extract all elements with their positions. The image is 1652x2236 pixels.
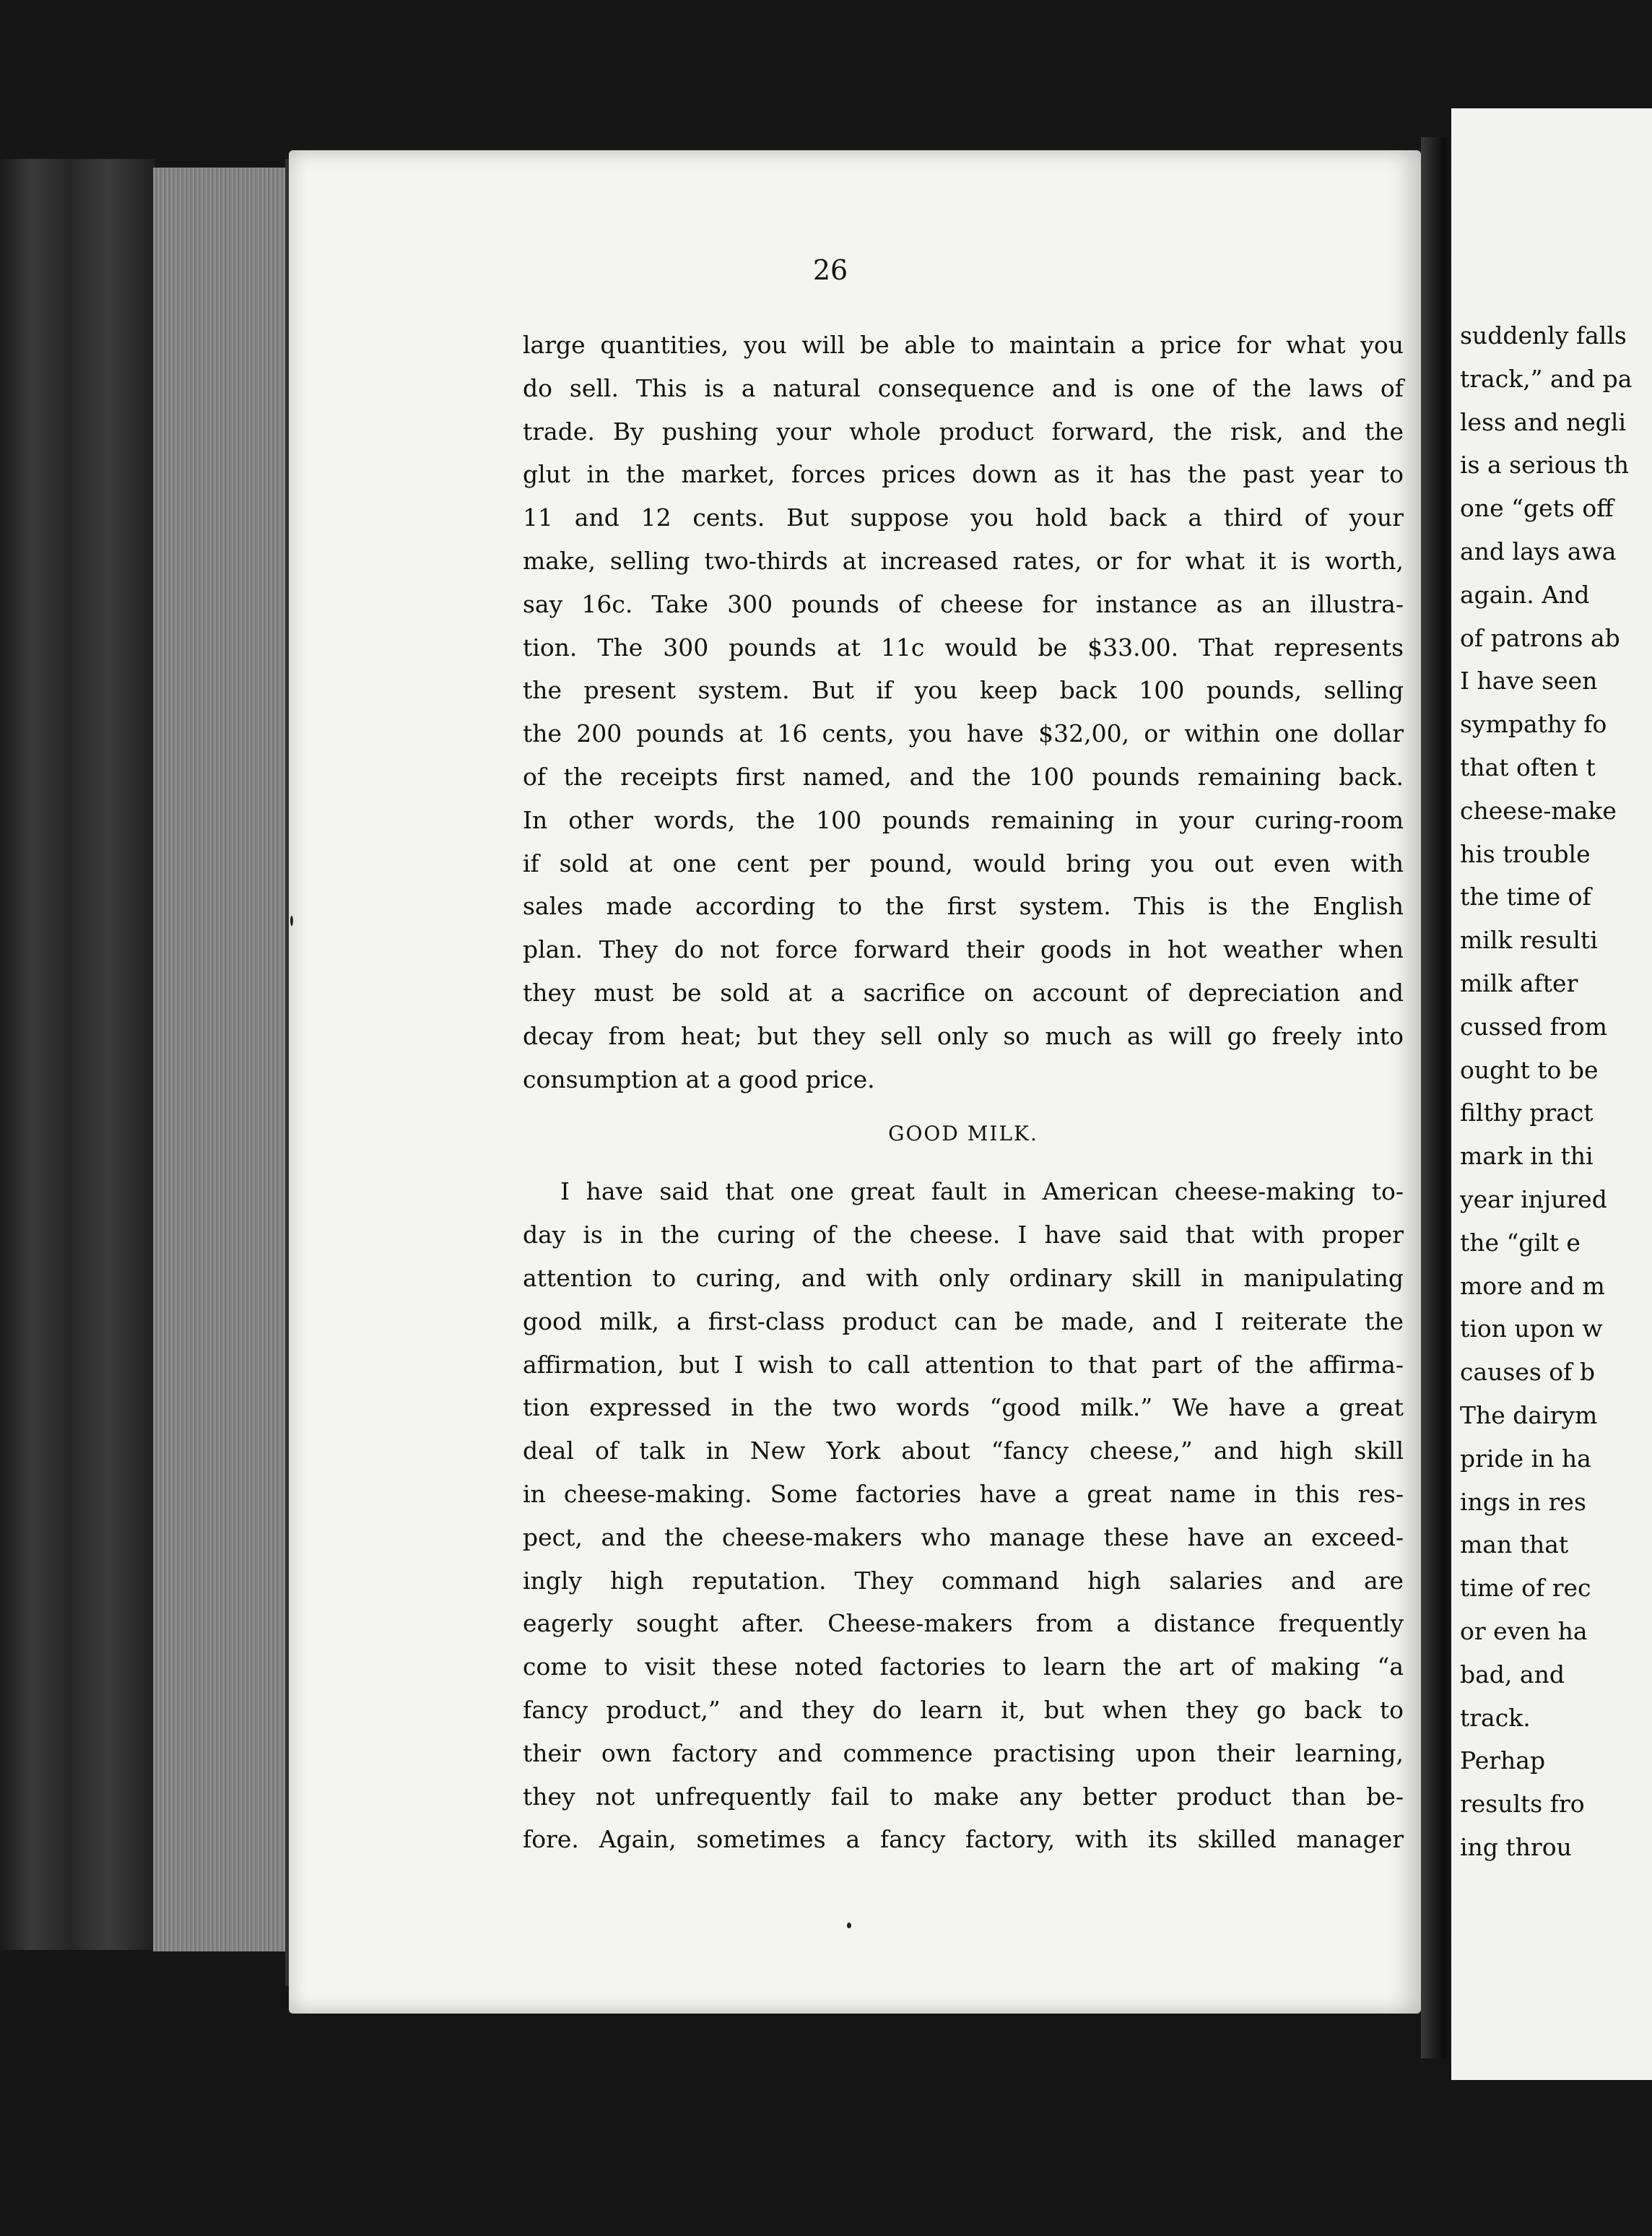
- text-line: cussed from: [1460, 1012, 1607, 1041]
- text-line: more and m: [1460, 1271, 1605, 1300]
- text-line: pect, and the cheese-makers who manage these have an exceed-: [523, 1522, 1404, 1551]
- text-line: sales made according to the first system. This is the English: [523, 892, 1404, 921]
- text-line: the “gilt e: [1460, 1228, 1581, 1257]
- paragraph-2: [523, 1170, 1404, 1861]
- book-spine: [0, 159, 155, 1950]
- text-line: Perhap: [1460, 1746, 1546, 1775]
- facing-page: [1451, 108, 1652, 2080]
- text-line: affirmation, but I wish to call attention to that part of the affirma-: [523, 1350, 1404, 1379]
- text-line: I have seen: [1460, 667, 1598, 696]
- text-line: deal of talk in New York about “fancy cheese,” and high skill: [523, 1436, 1404, 1465]
- text-line: again. And: [1460, 580, 1590, 609]
- text-line: pride in ha: [1460, 1444, 1591, 1473]
- text-line: they must be sold at a sacrifice on account of depreciation and: [523, 978, 1404, 1007]
- text-line: attention to curing, and with only ordinary skill in manipulating: [523, 1263, 1404, 1292]
- text-line: in cheese-making. Some factories have a great name in this res-: [523, 1479, 1404, 1508]
- text-line: one “gets off: [1460, 494, 1614, 523]
- text-line: tion expressed in the two words “good milk.” We have a great: [523, 1393, 1404, 1422]
- text-line: tion. The 300 pounds at 11c would be $33.00. That represents: [523, 633, 1404, 662]
- text-line: ought to be: [1460, 1055, 1599, 1084]
- text-line: tion upon w: [1460, 1314, 1603, 1343]
- print-speck: [847, 1923, 851, 1928]
- page-text-block: [523, 324, 1404, 1861]
- text-line: eagerly sought after. Cheese-makers from a distance frequently: [523, 1609, 1404, 1638]
- text-line: his trouble: [1460, 839, 1591, 868]
- text-line: large quantities, you will be able to maintain a price for what you: [523, 331, 1404, 359]
- facing-page-text: [1460, 314, 1632, 1869]
- text-line: suddenly falls: [1460, 321, 1627, 350]
- text-line: fancy product,” and they do learn it, but when they go back to: [523, 1695, 1404, 1724]
- text-line: their own factory and commence practising upon their learning,: [523, 1738, 1404, 1767]
- text-line: causes of b: [1460, 1358, 1595, 1387]
- text-line: ingly high reputation. They command high salaries and are: [523, 1566, 1404, 1595]
- text-line: In other words, the 100 pounds remaining in your curing-room: [523, 805, 1404, 834]
- text-line: results fro: [1460, 1790, 1585, 1819]
- text-line: man that: [1460, 1530, 1569, 1559]
- text-line: consumption at a good price.: [523, 1065, 875, 1093]
- print-speck: [290, 916, 293, 926]
- book-page-edges: [153, 168, 297, 1951]
- text-line: glut in the market, forces prices down as it has the past year to: [523, 460, 1404, 489]
- text-line: milk after: [1460, 968, 1578, 997]
- text-line: filthy pract: [1460, 1098, 1594, 1127]
- text-line: mark in thi: [1460, 1142, 1594, 1171]
- text-line: make, selling two-thirds at increased rates, or for what it is worth,: [523, 546, 1404, 575]
- text-line: come to visit these noted factories to learn the art of making “a: [523, 1652, 1404, 1681]
- text-line: year injured: [1460, 1184, 1607, 1213]
- paragraph-1: [523, 324, 1404, 1101]
- text-line: that often t: [1460, 753, 1596, 781]
- text-line: if sold at one cent per pound, would bring you out even with: [523, 849, 1404, 878]
- text-line: they not unfrequently fail to make any better product than be-: [523, 1782, 1404, 1811]
- text-line: The dairym: [1460, 1400, 1598, 1429]
- text-line: ing throu: [1460, 1832, 1572, 1861]
- text-line: I have said that one great fault in American cheese-making to-: [560, 1177, 1404, 1206]
- text-line: time of rec: [1460, 1574, 1591, 1603]
- text-line: 11 and 12 cents. But suppose you hold back a third of your: [523, 503, 1404, 532]
- text-line: fore. Again, sometimes a fancy factory, with its skilled manager: [523, 1825, 1404, 1854]
- text-line: cheese-make: [1460, 796, 1617, 825]
- text-line: good milk, a first-class product can be made, and I reiterate the: [523, 1306, 1404, 1335]
- text-line: is a serious th: [1460, 451, 1629, 480]
- text-line: say 16c. Take 300 pounds of cheese for instance as an illustra-: [523, 589, 1404, 618]
- text-line: ings in res: [1460, 1487, 1586, 1516]
- text-line: the present system. But if you keep back 100 pounds, selling: [523, 676, 1404, 705]
- text-line: trade. By pushing your whole product forward, the risk, and the: [523, 417, 1404, 446]
- text-line: and lays awa: [1460, 537, 1617, 566]
- text-line: track,” and pa: [1460, 364, 1633, 393]
- text-line: less and negli: [1460, 407, 1627, 436]
- text-line: track.: [1460, 1703, 1531, 1732]
- text-line: the 200 pounds at 16 cents, you have $32,00, or within one dollar: [523, 719, 1404, 748]
- text-line: bad, and: [1460, 1660, 1565, 1689]
- text-line: of the receipts first named, and the 100 pounds remaining back.: [523, 762, 1404, 791]
- page-number: 26: [812, 254, 848, 286]
- text-line: milk resulti: [1460, 926, 1598, 955]
- text-line: the time of: [1460, 883, 1591, 911]
- text-line: of patrons ab: [1460, 623, 1620, 652]
- text-line: sympathy fo: [1460, 710, 1607, 739]
- text-line: or even ha: [1460, 1616, 1588, 1645]
- text-line: decay from heat; but they sell only so much as will go freely into: [523, 1021, 1404, 1050]
- text-line: day is in the curing of the cheese. I have said that with proper: [523, 1221, 1404, 1249]
- section-heading: GOOD MILK.: [888, 1122, 1038, 1146]
- text-line: plan. They do not force forward their goods in hot weather when: [523, 935, 1404, 964]
- text-line: do sell. This is a natural consequence and is one of the laws of: [523, 373, 1404, 402]
